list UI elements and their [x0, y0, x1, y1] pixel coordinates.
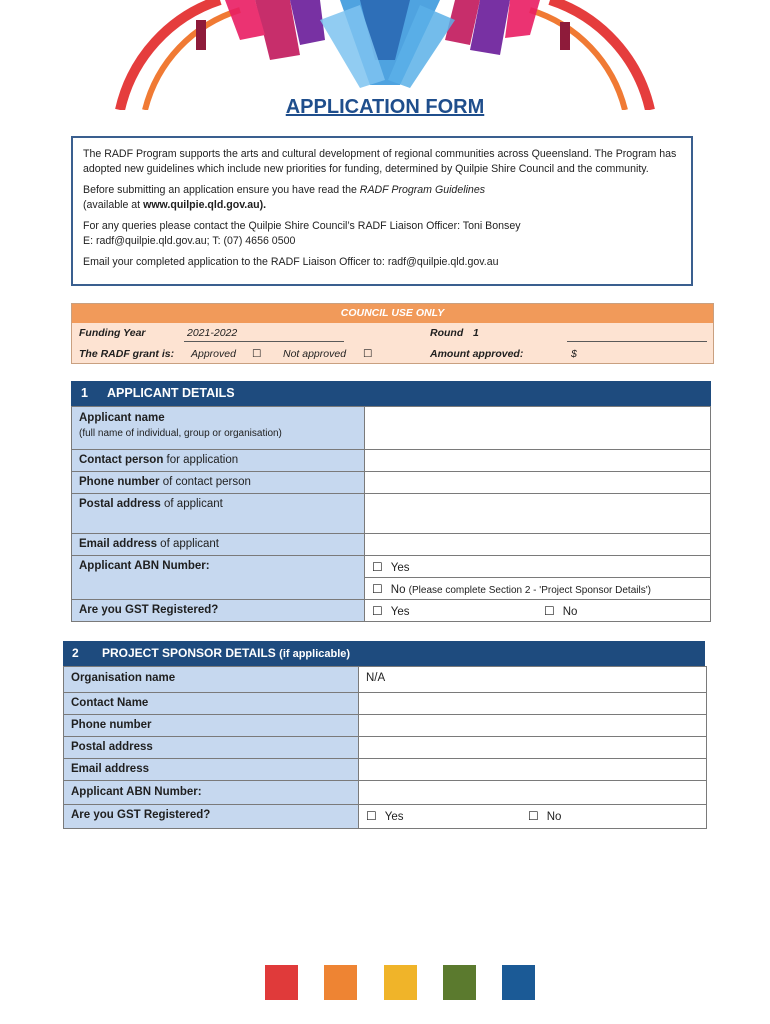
abn-no-label: No: [390, 584, 406, 596]
project-sponsor-section: [63, 641, 707, 829]
intro-text: (available at: [83, 199, 144, 211]
sponsor-gst-options: [359, 805, 707, 829]
gst-label-text: Are you GST Registered?: [79, 604, 219, 616]
contact-person-bold: Contact person: [79, 454, 164, 466]
intro-paragraph-1: The RADF Program supports the arts and cultural development of regional communities across Queensland. The Program has adopted new guidelines which include new priorities for funding, determined by Quilpie Shire Council and the community.: [83, 148, 677, 175]
phone-number-bold: Phone number: [79, 476, 160, 488]
section-1-header: [71, 381, 711, 406]
grant-status-row: [72, 344, 713, 364]
phone-number-rest: of contact person: [159, 476, 251, 488]
website-link[interactable]: www.quilpie.qld.gov.au).: [143, 199, 267, 211]
sponsor-abn-text: Applicant ABN Number:: [71, 786, 202, 798]
section-1-number: 1: [81, 386, 88, 400]
email-address-label: [72, 534, 365, 556]
intro-paragraph-4: Email your completed application to the RADF Liaison Officer to: radf@quilpie.qld.gov.au: [83, 256, 499, 268]
applicant-name-label: [72, 407, 365, 450]
applicant-name-field[interactable]: [365, 407, 711, 450]
amount-approved-label: Amount approved:: [430, 348, 524, 360]
sponsor-gst-no-checkbox[interactable]: ☐: [527, 809, 539, 823]
gst-yes-label: Yes: [390, 606, 410, 618]
email-address-field[interactable]: [365, 534, 711, 556]
sponsor-postal-label: [64, 737, 359, 759]
abn-no-checkbox[interactable]: ☐: [372, 582, 383, 596]
phone-number-label: [72, 472, 365, 494]
sponsor-gst-text: Are you GST Registered?: [71, 809, 211, 821]
intro-paragraph-2: [83, 183, 681, 213]
grant-status-label: The RADF grant is:: [79, 348, 175, 360]
approved-label: Approved: [191, 348, 236, 360]
sponsor-phone-label: [64, 715, 359, 737]
guidelines-reference: RADF Program Guidelines: [359, 184, 486, 196]
not-approved-label: Not approved: [283, 348, 347, 360]
sponsor-gst-yes-label: Yes: [384, 811, 404, 823]
sponsor-phone-text: Phone number: [71, 719, 152, 731]
footer-swatch-orange: [324, 965, 357, 1000]
sponsor-phone-field[interactable]: [359, 715, 707, 737]
sponsor-contact-label: [64, 693, 359, 715]
sponsor-contact-text: Contact Name: [71, 697, 149, 709]
postal-address-field[interactable]: [365, 494, 711, 534]
sponsor-contact-field[interactable]: [359, 693, 707, 715]
liaison-officer-text: For any queries please contact the Quilpie Shire Council’s RADF Liaison Officer: Toni Bonsey: [83, 220, 521, 232]
round-value: 1: [473, 327, 479, 339]
section-2-header: [63, 641, 705, 666]
contact-person-label: [72, 450, 365, 472]
abn-yes-label: Yes: [390, 562, 410, 574]
organisation-name-label: [64, 667, 359, 693]
amount-approved-value[interactable]: $: [571, 348, 577, 360]
contact-person-rest: for application: [163, 454, 239, 466]
funding-year-value: 2021-2022: [187, 327, 238, 339]
footer-swatch-green: [443, 965, 476, 1000]
round-line: [567, 341, 707, 342]
gst-no-checkbox[interactable]: ☐: [543, 604, 555, 618]
section-2-number: 2: [72, 646, 79, 660]
section-2-subtitle: (if applicable): [279, 648, 351, 660]
approved-checkbox[interactable]: ☐: [252, 348, 262, 360]
footer-swatch-blue: [502, 965, 535, 1000]
intro-box: [71, 136, 693, 286]
footer-swatch-red: [265, 965, 298, 1000]
not-approved-checkbox[interactable]: ☐: [363, 348, 373, 360]
postal-address-bold: Postal address: [79, 498, 161, 510]
intro-text: Before submitting an application ensure you have read the: [83, 184, 360, 196]
page-title: APPLICATION FORM: [285, 96, 485, 118]
section-2-title: PROJECT SPONSOR DETAILS: [102, 646, 276, 660]
abn-yes-checkbox[interactable]: ☐: [372, 560, 383, 574]
gst-options-cell: [365, 600, 711, 622]
gst-no-label: No: [562, 606, 578, 618]
funding-year-row: [72, 323, 713, 343]
applicant-name-hint: (full name of individual, group or organisation): [79, 428, 282, 439]
sponsor-email-field[interactable]: [359, 759, 707, 781]
sponsor-email-label: [64, 759, 359, 781]
organisation-name-field[interactable]: N/A: [359, 667, 707, 693]
applicant-name-title: Applicant name: [79, 412, 165, 424]
abn-label-text: Applicant ABN Number:: [79, 560, 210, 572]
sponsor-abn-label: [64, 781, 359, 805]
sponsor-postal-field[interactable]: [359, 737, 707, 759]
gst-label: [72, 600, 365, 622]
phone-number-field[interactable]: [365, 472, 711, 494]
postal-address-rest: of applicant: [160, 498, 223, 510]
project-sponsor-table: [63, 666, 707, 829]
abn-no-hint: (Please complete Section 2 - 'Project Sponsor Details'): [408, 585, 651, 596]
abn-no-cell: [365, 578, 711, 600]
section-1-title: APPLICANT DETAILS: [107, 386, 235, 400]
email-address-bold: Email address: [79, 538, 157, 550]
organisation-name-text: Organisation name: [71, 672, 176, 684]
council-use-only-box: [71, 303, 714, 364]
contact-person-field[interactable]: [365, 450, 711, 472]
sponsor-gst-no-label: No: [546, 811, 562, 823]
council-use-header: COUNCIL USE ONLY: [72, 304, 713, 323]
email-address-rest: of applicant: [156, 538, 219, 550]
postal-address-label: [72, 494, 365, 534]
funding-year-line: [184, 341, 344, 342]
sponsor-gst-yes-checkbox[interactable]: ☐: [366, 809, 377, 823]
sponsor-abn-field[interactable]: [359, 781, 707, 805]
sponsor-postal-text: Postal address: [71, 741, 153, 753]
applicant-details-table: [71, 406, 711, 622]
abn-yes-cell: [365, 556, 711, 578]
abn-label: [72, 556, 365, 600]
contact-details-text: E: radf@quilpie.qld.gov.au; T: (07) 4656 0500: [83, 235, 296, 247]
round-label: Round: [430, 327, 464, 339]
gst-yes-checkbox[interactable]: ☐: [372, 604, 383, 618]
sponsor-email-text: Email address: [71, 763, 149, 775]
intro-paragraph-3: [83, 219, 681, 249]
applicant-details-section: [71, 381, 711, 622]
footer-swatch-yellow: [384, 965, 417, 1000]
sponsor-gst-label: [64, 805, 359, 829]
header-banner-graphic: [0, 0, 770, 110]
funding-year-label: Funding Year: [79, 327, 146, 339]
